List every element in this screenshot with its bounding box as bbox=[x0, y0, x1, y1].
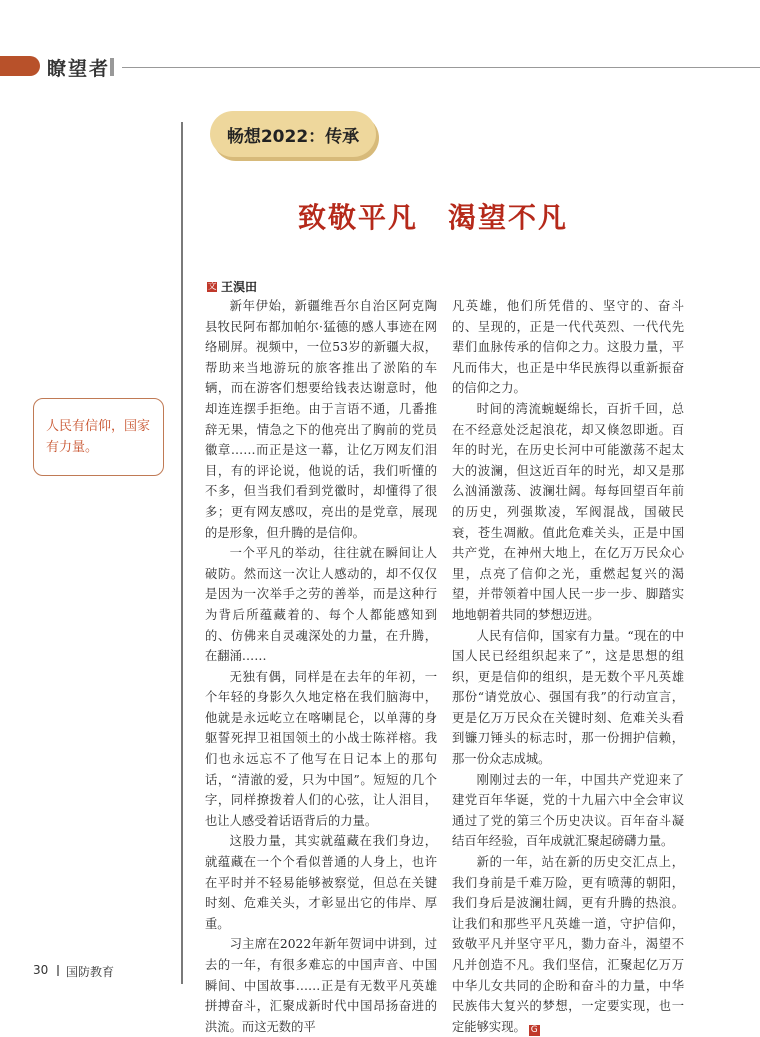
article-headline: 致敬平凡 渴望不凡 bbox=[297, 201, 568, 234]
section-divider-bar bbox=[110, 58, 114, 76]
pull-quote: 人民有信仰，国家有力量。 bbox=[33, 398, 164, 476]
body-paragraph: 无独有偶，同样是在去年的年初，一个年轻的身影久久地定格在我们脑海中，他就是永远屹立在喀喇昆仑，以单薄的身躯誓死捍卫祖国领土的小战士陈祥榕。我们也永远忘不了他写在日记本上的那句话，“清澈的爱，只为中国”。短短的几个字，同样撩拨着人们的心弦，让人泪目，也让人感受着话语背后的力量。 bbox=[205, 669, 437, 828]
header-rule bbox=[122, 67, 760, 68]
body-column-right bbox=[452, 296, 684, 1037]
body-column-left bbox=[205, 296, 437, 1037]
page-number: 30 bbox=[33, 963, 49, 977]
body-paragraph: 人民有信仰，国家有力量。“现在的中国人民已经组织起来了”，这是思想的组织，更是信仰的组织，是无数个平凡英雄那份“请党放心、强国有我”的行动宣言，更是亿万万民众在关键时刻、危难关头看到镰刀锤头的标志时，那一份拥护信赖，那一份众志成城。 bbox=[452, 628, 684, 767]
body-paragraph: 习主席在2022年新年贺词中讲到，过去的一年，有很多难忘的中国声音、中国瞬间、中国故事……正是有无数平凡英雄拼搏奋斗，汇聚成新时代中国昂扬奋进的洪流。而这无数的平 bbox=[205, 937, 437, 1034]
body-paragraph-continuation: 凡英雄，他们所凭借的、坚守的、奋斗的、呈现的，正是一代代英烈、一代代先辈们血脉传承的信仰之力。这股力量，平凡而伟大，也正是中华民族得以重新振奋的信仰之力。 bbox=[452, 299, 684, 396]
footer-divider bbox=[57, 965, 59, 976]
magazine-name: 国防教育 bbox=[66, 965, 115, 979]
end-mark-icon: G bbox=[529, 1025, 540, 1036]
column-tag: 畅想2022：传承 bbox=[210, 111, 376, 157]
section-color-tab bbox=[0, 56, 40, 76]
section-title: 瞭望者 bbox=[47, 58, 111, 80]
body-paragraph: 刚刚过去的一年，中国共产党迎来了建党百年华诞，党的十九届六中全会审议通过了党的第三个历史决议。百年奋斗凝结百年经验，百年成就汇聚起磅礴力量。 bbox=[452, 772, 684, 849]
author-mark-icon: 文 bbox=[207, 282, 217, 292]
body-paragraph: 这股力量，其实就蕴藏在我们身边，就蕴藏在一个个看似普通的人身上，也许在平时并不轻易能够被察觉，但总在关键时刻、危难关头，才彰显出它的伟岸、厚重。 bbox=[205, 834, 437, 931]
last-paragraph-text: 新的一年，站在新的历史交汇点上，我们身前是千难万险，更有喷薄的朝阳，我们身后是波澜壮阔，更有升腾的热浪。让我们和那些平凡英雄一道，守护信仰，致敬平凡并坚守平凡，勠力奋斗，渴望不凡并创造不凡。我们坚信，汇聚起亿万万中华儿女共同的企盼和奋斗的力量，中华民族伟大复兴的梦想，一定要实现，也一定能够实现。 bbox=[452, 855, 684, 1034]
body-paragraph-last bbox=[452, 852, 684, 1037]
body-paragraph: 一个平凡的举动，往往就在瞬间让人破防。然而这一次让人感动的，却不仅仅是因为一次举手之劳的善举，而是这种行为背后所蕴藏着的、每个人都能感知到的、仿佛来自灵魂深处的力量，在升腾，在翻涌…… bbox=[205, 546, 437, 664]
margin-vertical-rule bbox=[181, 122, 183, 984]
author-name: 王淏田 bbox=[221, 280, 258, 294]
body-paragraph: 时间的湾流蜿蜒绵长，百折千回，总在不经意处泛起浪花，却又倏忽即逝。百年的时光，在历史长河中可能激荡不起太大的波澜，但这近百年的时光，却又是那么汹涌激荡、波澜壮阔。每每回望百年前的历史，列强欺凌，军阀混战，国破民衰，苍生凋敝。值此危难关头，正是中国共产党，在神州大地上，在亿万万民众心里，点亮了信仰之光，重燃起复兴的渴望，并带领着中国人民一步一步、脚踏实地地朝着共同的梦想迈进。 bbox=[452, 401, 684, 622]
body-paragraph: 新年伊始，新疆维吾尔自治区阿克陶县牧民阿布都加帕尔·猛德的感人事迹在网络刷屏。视频中，一位53岁的新疆大叔，帮助来当地游玩的旅客推出了淤陷的车辆，而在游客们想要给钱表达谢意时，他却连连摆手拒绝。由于言语不通，几番推辞无果，情急之下的他亮出了胸前的党员徽章……而正是这一幕，让亿万网友们泪目，有的评论说，他说的话，我们听懂的不多，但当我们看到党徽时，却懂得了很多；更有网友感叹，亮出的是党章，展现的是形象，但升腾的是信仰。 bbox=[205, 299, 437, 540]
